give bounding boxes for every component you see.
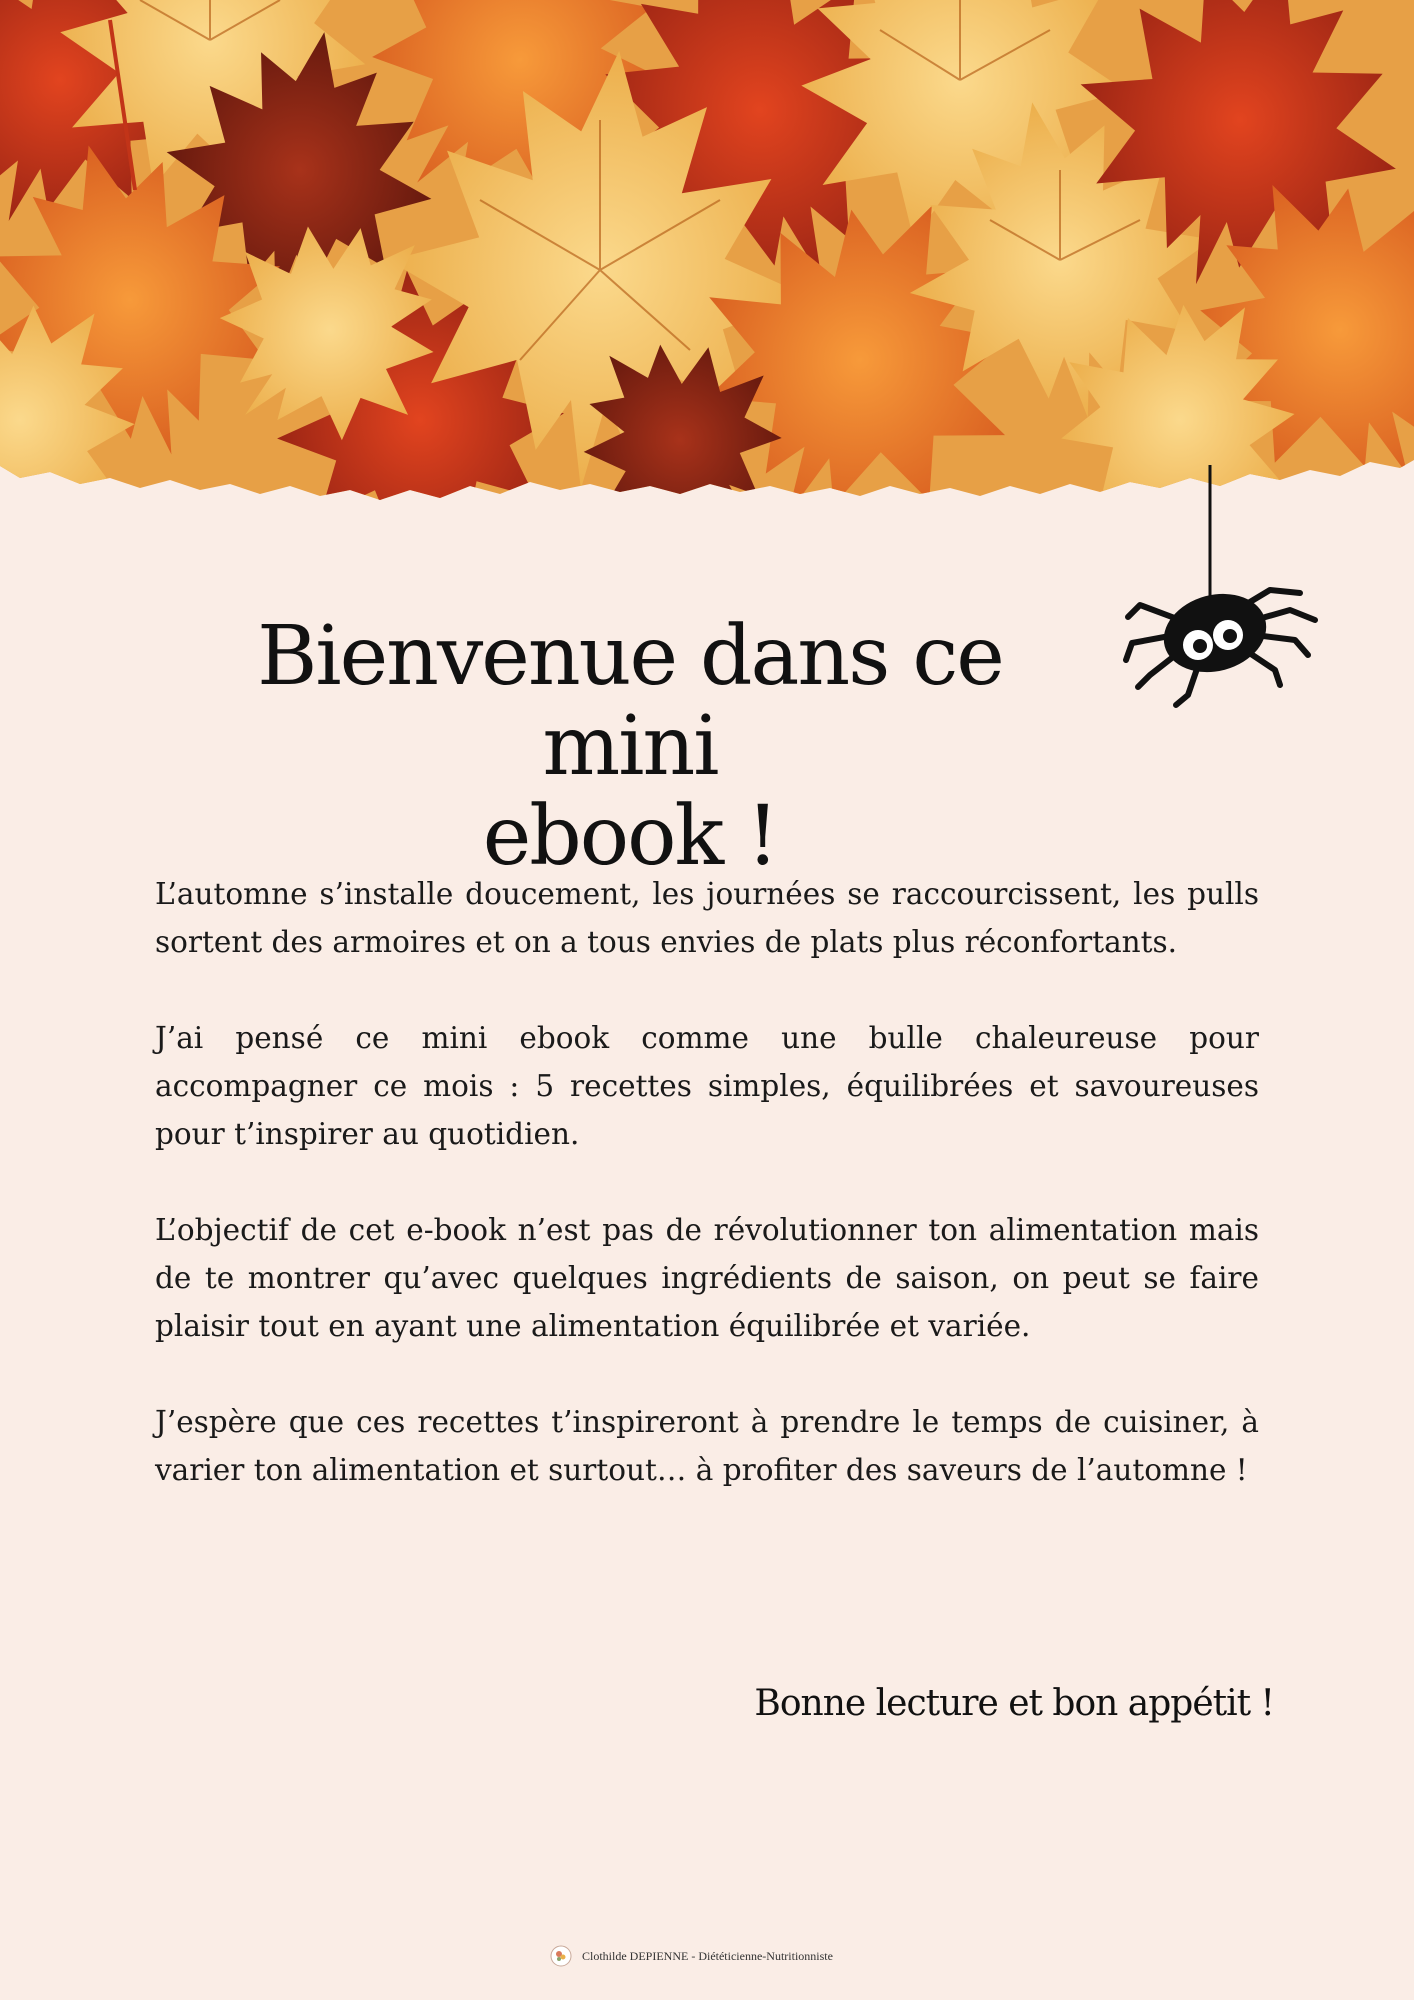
paragraph: L’automne s’installe doucement, les journées se raccourcissent, les pulls sortent des armoires et on a tous envies de plats plus réconfortants. (155, 877, 1259, 959)
footer-credit: Clothilde DEPIENNE - Diététicienne-Nutritionniste (582, 1948, 833, 1963)
footer (550, 1945, 833, 1967)
autumn-leaves-header-image (0, 0, 1414, 520)
paragraph: L’objectif de cet e-book n’est pas de révolutionner ton alimentation mais de te montrer qu’avec quelques ingrédients de saison, on peut se faire plaisir tout en ayant une alimentation équilibrée et variée. (155, 1213, 1259, 1343)
page-title (170, 609, 1090, 884)
closing-message: Bonne lecture et bon appétit ! (754, 1683, 1274, 1724)
paragraph: J’ai pensé ce mini ebook comme une bulle chaleureuse pour accompagner ce mois : 5 recettes simples, équilibrées et savoureuses pour t’inspirer au quotidien. (155, 1021, 1259, 1151)
paragraph: J’espère que ces recettes t’inspireront à prendre le temps de cuisiner, à varier ton alimentation et surtout… à profiter des saveurs de l’automne ! (155, 1405, 1259, 1487)
author-logo-icon (550, 1945, 572, 1967)
spider-illustration (1110, 455, 1340, 715)
title-line-1: Bienvenue dans ce mini (257, 609, 1003, 794)
title-line-2: ebook ! (482, 789, 778, 884)
intro-text (155, 870, 1259, 1542)
